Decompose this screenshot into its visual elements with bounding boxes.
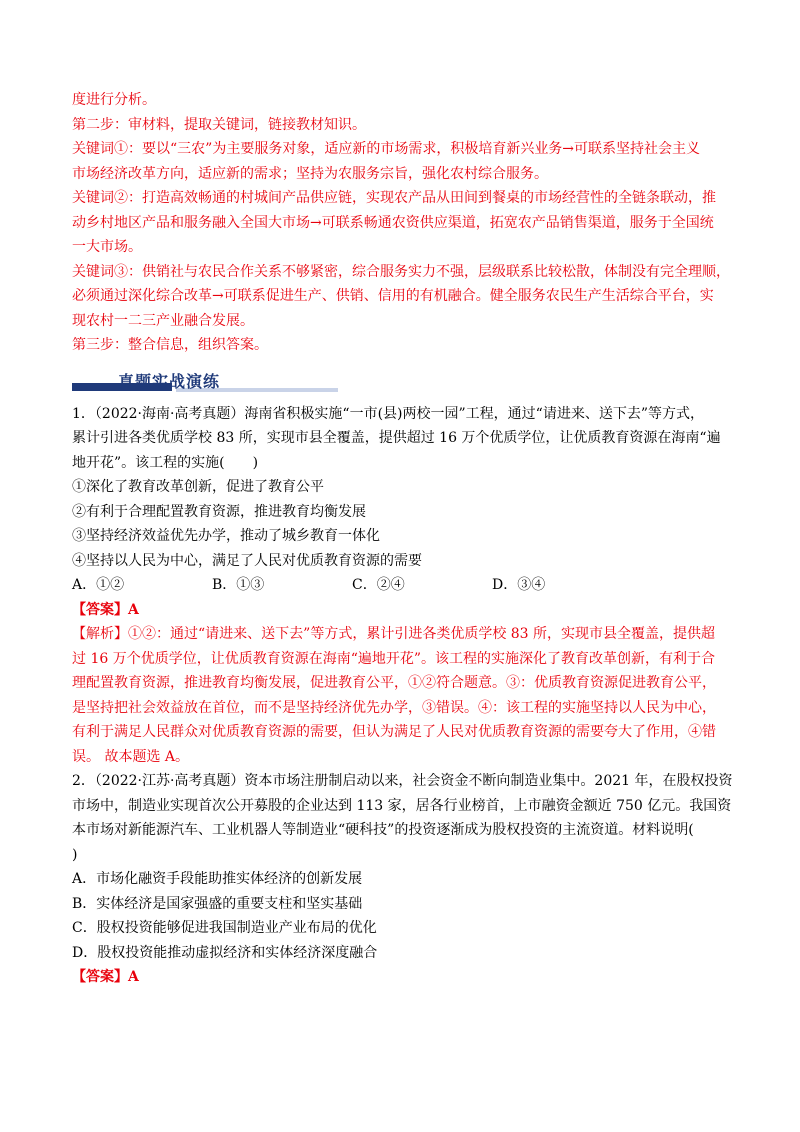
question-1-stem-line-3: 地开花”。该工程的实施( ) (72, 454, 259, 471)
step-three: 第三步：整合信息，组织答案。 (72, 337, 268, 353)
question-2-stem-line-1: 2．（2022·江苏·高考真题）资本市场注册制启动以来，社会资金不断向制造业集中。2021 年，在股权投资 (72, 773, 733, 789)
question-2-option-b: B．实体经济是国家强盛的重要支柱和坚实基础 (72, 895, 363, 912)
keyword-three-line-3: 现农村一二三产业融合发展。 (72, 312, 254, 329)
analysis-text: 度进行分析。 (72, 92, 156, 108)
keyword-two-line-2: 动乡村地区产品和服务融入全国大市场→可联系畅通农资供应渠道，拓宽农产品销售渠道，服务于全国统 (72, 214, 714, 231)
question-1-statement-3: ③坚持经济效益优先办学，推动了城乡教育一体化 (72, 528, 380, 544)
keyword-one-line-1: 关键词①：要以“三农”为主要服务对象，适应新的市场需求，积极培育新兴业务→可联系坚持社会主义 (72, 141, 701, 157)
keyword-two-line-3: 一大市场。 (72, 239, 142, 255)
question-1-explanation-line-6: 误。 故本题选 A。 (72, 748, 190, 765)
question-1-statement-4: ④坚持以人民为中心，满足了人民对优质教育资源的需要 (72, 552, 422, 569)
option-a: A．①② (72, 577, 125, 593)
question-1-options (72, 573, 728, 598)
keyword-one-line-2: 市场经济改革方向，适应新的需求；坚持为农服务宗旨，强化农村综合服务。 (72, 165, 548, 182)
question-2-stem-line-4: ) (72, 846, 78, 863)
question-2-option-a: A．市场化融资手段能助推实体经济的创新发展 (72, 871, 363, 887)
question-2-option-c: C．股权投资能够促进我国制造业产业布局的优化 (72, 920, 377, 936)
question-1-stem-line-2: 累计引进各类优质学校 83 所，实现市县全覆盖，提供超过 16 万个优质学位，让优质教育资源在海南“遍 (72, 430, 721, 446)
question-1-explanation-line-1: 【解析】①②：通过“请进来、送下去”等方式，累计引进各类优质学校 83 所，实现市县全覆盖，提供超 (72, 626, 716, 642)
question-1-explanation-line-3: 理配置教育资源，推进教育均衡发展，促进教育公平，①②符合题意。③：优质教育资源促进教育公平， (72, 675, 716, 691)
question-1-answer: 【答案】A (72, 601, 139, 618)
section-heading (72, 362, 728, 402)
question-2-option-d: D．股权投资能推动虚拟经济和实体经济深度融合 (72, 944, 378, 961)
keyword-two-line-1: 关键词②：打造高效畅通的村城间产品供应链，实现农产品从田间到餐桌的市场经营性的全链条联动，推 (72, 190, 716, 206)
question-2-answer: 【答案】A (72, 969, 139, 985)
question-1-statement-1: ①深化了教育改革创新，促进了教育公平 (72, 479, 324, 495)
question-2-stem-line-2: 市场中，制造业实现首次公开募股的企业达到 113 家，居各行业榜首，上市融资金额近 750 亿元。我国资 (72, 797, 732, 814)
keyword-three-line-2: 必须通过深化综合改革→可联系促进生产、供销、信用的有机融合。健全服务农民生产生活综合平台，实 (72, 288, 714, 304)
question-1-explanation-line-2: 过 16 万个优质学位，让优质教育资源在海南“遍地开花”。该工程的实施深化了教育改革创新，有利于合 (72, 650, 716, 667)
question-1-statement-2: ②有利于合理配置教育资源，推进教育均衡发展 (72, 503, 366, 520)
document-page (72, 88, 733, 990)
option-c: C．②④ (352, 577, 405, 593)
question-1-explanation-line-5: 有利于满足人民群众对优质教育资源的需要，但认为满足了人民对优质教育资源的需要夸大了作用，④错 (72, 724, 716, 740)
question-2-stem-line-3: 本市场对新能源汽车、工业机器人等制造业“硬科技”的投资逐渐成为股权投资的主流资道。材料说明( (72, 822, 694, 838)
section-title: 真题实战演练 (118, 371, 221, 391)
option-b: B．①③ (212, 577, 265, 593)
step-two: 第二步：审材料，提取关键词，链接教材知识。 (72, 116, 366, 133)
question-1-explanation-line-4: 是坚持把社会效益放在首位，而不是坚持经济优先办学，③错误。④：该工程的实施坚持以人民为中心， (72, 699, 716, 716)
keyword-three-line-1: 关键词③：供销社与农民合作关系不够紧密，综合服务实力不强，层级联系比较松散，体制没有完全理顺， (72, 263, 730, 280)
question-1-stem-line-1: 1．（2022·海南·高考真题）海南省积极实施“一市(县)两校一园”工程，通过“请进来、送下去”等方式， (72, 405, 704, 422)
option-d: D．③④ (492, 577, 546, 593)
